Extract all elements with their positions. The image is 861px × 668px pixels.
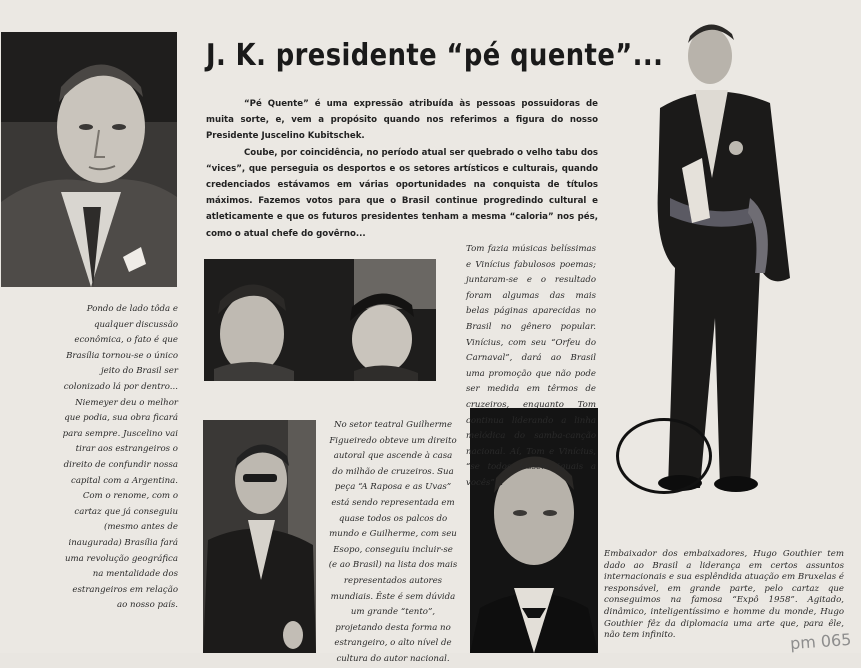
caption-guilherme-figueiredo: No setor teatral Guilherme Figueiredo obteve um direito autoral que ascende à casa do milhão de cruzeiros. Sua peça “A Raposa e as Uvas” está sendo representada em quase todos os palcos do mundo e Guilherme, com seu Esopo, conseguiu incluir-se (e ao Brasil) na lista dos mais representados autores mundiais. Êste é sem dúvida um grande “tento”, projetando desta forma no estrangeiro, o alto nível de cultura do autor nacional.: [328, 420, 458, 664]
circle-decoration: [616, 418, 712, 494]
caption-tom-and-vinicius: Tom fazia músicas belíssimas e Vinícius fabulosos poemas; juntaram-se e o resultado foram algumas das mais belas páginas aparecidas no Brasil no gênero popular. Vinícius, com seu “Orfeu do Carnaval”, dará ao Brasil uma promoção que não pode ser medida em têrmos de cruzeiros, enquanto Tom continua liderando a linha melódica do samba-canção nacional. Aí, Tom e Vinícius, “se todos fôssem iguais a vocês”...: [466, 244, 596, 488]
article-title: J. K. presidente “pé quente”...: [206, 38, 664, 73]
caption-niemeyer-brasilia: Pondo de lado tôda e qualquer discussão econômica, o fato é que Brasília tornou-se o único jeito do Brasil ser colonizado lá por dentro... Niemeyer deu o melhor que podia, sua obra ficará para sempre. Juscelino vai tirar aos estrangeiros o direito de confundir nossa capital com a Argentina. Com o renome, com o cartaz que já conseguiu (mesmo antes de inaugurada) Brasília fará uma revolução geográfica na mentalidade dos estrangeiros em relação ao nosso país.: [62, 304, 178, 611]
caption-hugo-gouthier: Embaixador dos embaixadores, Hugo Gouthier tem dado ao Brasil a liderança em certos assuntos internacionais e sua esplêndida atuação em Bruxelas é responsável, em grande parte, pelo cartaz que conseguimos na famosa “Expô 1958”. Agitado, dinâmico, inteligentíssimo e homme du monde, Hugo Gouthier fêz da diplomacia uma arte que, para êle, não tem infinito.: [604, 549, 844, 641]
intro-paragraph-1: “Pé Quente” é uma expressão atribuída às pessoas possuidoras de muita sorte, e, vem a propósito quando nos referimos a figura do nosso Presidente Juscelino Kubitschek.: [206, 99, 598, 142]
photo-guilherme-figueiredo: [203, 420, 316, 653]
photo-tom-and-vinicius: [204, 259, 436, 381]
intro-paragraph-2: Coube, por coincidência, no período atual ser quebrado o velho tabu dos “vices”, que perseguia os desportos e os setores artísticos e culturais, quando credenciados estávamos em várias oportunidades na conquista de títulos máximos. Fazemos votos para que o Brasil continue progredindo cultural e atleticamente e que os futuros presidentes tenham a mesma “caloria” nos pés, como o atual chefe do govêrno...: [206, 147, 598, 239]
article-intro: [206, 96, 598, 242]
archive-stamp: pm 065: [789, 629, 852, 654]
photo-man-portrait: [1, 32, 177, 287]
